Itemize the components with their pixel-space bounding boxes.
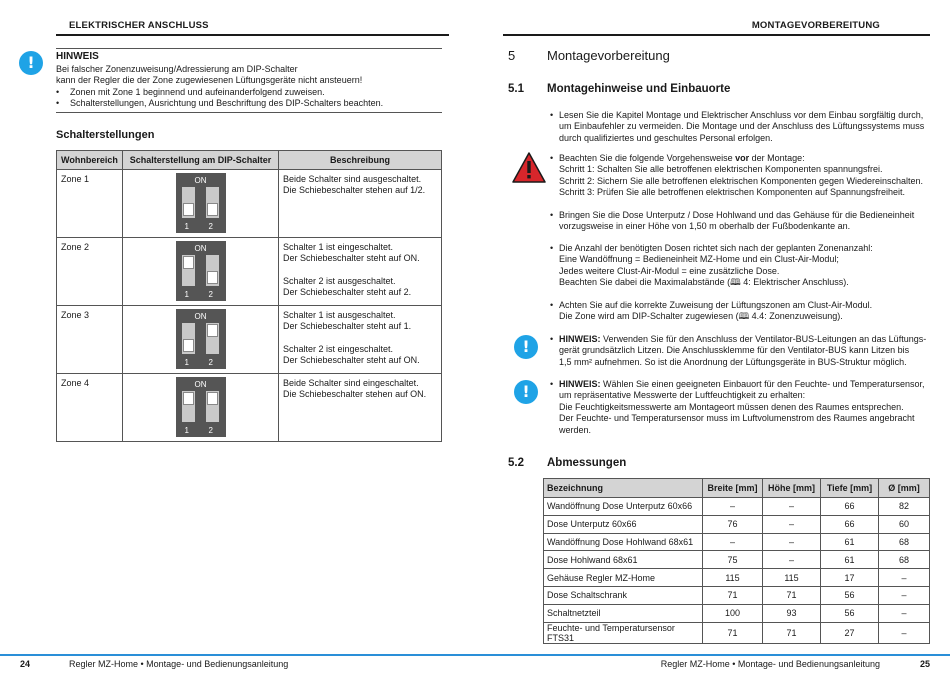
text-line: um Einbaufehler zu vermeiden. Die Montage und der Anschluss des Lüftungssystems muss bbox=[559, 121, 925, 132]
paragraph bbox=[550, 379, 930, 436]
table-cell: – bbox=[763, 498, 821, 516]
description-cell bbox=[279, 238, 442, 306]
table-cell: 75 bbox=[703, 551, 763, 569]
table-row bbox=[544, 498, 930, 516]
description-cell bbox=[279, 306, 442, 374]
table-header: Höhe [mm] bbox=[763, 479, 821, 498]
text-line: Schritt 3: Prüfen Sie alle betroffenen elektrischen Komponenten auf Spannungsfreiheit. bbox=[559, 187, 906, 198]
switch-number: 1 bbox=[184, 221, 189, 231]
switch-number: 2 bbox=[208, 357, 213, 367]
description-line: Schalter 1 ist ausgeschaltet. bbox=[283, 310, 396, 320]
switch-number: 1 bbox=[184, 289, 189, 299]
description-line: Der Schiebeschalter steht auf 1. bbox=[283, 321, 412, 332]
hinweis-bullet: • Zonen mit Zone 1 beginnend und aufeinanderfolgend zuweisen. bbox=[56, 87, 442, 99]
zone-cell: Zone 2 bbox=[57, 238, 123, 306]
text-span: Beachten Sie die folgende Vorgehensweise bbox=[559, 153, 736, 163]
switch-number: 1 bbox=[184, 357, 189, 367]
section-title: Abmessungen bbox=[547, 457, 627, 469]
info-icon: ! bbox=[19, 51, 43, 75]
text-line: vorzugsweise in einer Höhe von 1,50 m oberhalb der Fußbodenkante an. bbox=[559, 221, 851, 232]
table-cell: 60 bbox=[879, 515, 930, 533]
table-cell: 100 bbox=[703, 604, 763, 622]
description-cell bbox=[279, 374, 442, 442]
bullet-line: • Die Anzahl der benötigten Dosen richtet sich nach der geplanten Zonenanzahl: bbox=[550, 243, 930, 254]
chapter-title: Montagevorbereitung bbox=[547, 48, 670, 63]
description-cell bbox=[279, 170, 442, 238]
description-line: Die Schiebeschalter stehen auf ON. bbox=[283, 389, 427, 400]
description-line bbox=[283, 265, 437, 276]
bullet-line: • Bringen Sie die Dose Unterputz / Dose Hohlwand und das Gehäuse für die Bedieneinheit bbox=[550, 210, 930, 221]
paragraph bbox=[550, 243, 930, 289]
hinweis-title: HINWEIS bbox=[56, 51, 99, 62]
switch-cell bbox=[123, 170, 279, 238]
dip-switch bbox=[176, 241, 226, 301]
table-header: Breite [mm] bbox=[703, 479, 763, 498]
switch-knob bbox=[183, 256, 194, 269]
table-row bbox=[57, 170, 442, 238]
table-cell: 115 bbox=[763, 569, 821, 587]
table-cell: Wandöffnung Dose Hohlwand 68x61 bbox=[544, 533, 703, 551]
text-line: Der Feuchte- und Temperatursensor muss im Luftvolumenstrom des Raumes angebracht bbox=[559, 413, 915, 424]
table-cell: 66 bbox=[821, 515, 879, 533]
table-cell: Gehäuse Regler MZ-Home bbox=[544, 569, 703, 587]
switch-on-label: ON bbox=[194, 244, 207, 253]
table-cell: 71 bbox=[703, 622, 763, 643]
table-cell: 68 bbox=[879, 551, 930, 569]
switch-slot bbox=[206, 391, 219, 422]
hinweis-bullet: • Schalterstellungen, Ausrichtung und Beschriftung des DIP-Schalters beachten. bbox=[56, 98, 442, 110]
table-header: Beschreibung bbox=[279, 151, 442, 170]
paragraph bbox=[550, 110, 930, 144]
text-line: Schritt 2: Sichern Sie alle betroffenen elektrischen Komponenten gegen Wiedereinschalten. bbox=[559, 175, 924, 186]
switch-cell bbox=[123, 306, 279, 374]
right-footer-rule bbox=[475, 654, 950, 656]
table-row bbox=[544, 569, 930, 587]
table-cell: 17 bbox=[821, 569, 879, 587]
switch-slot bbox=[182, 391, 195, 422]
switch-knob bbox=[207, 392, 218, 405]
switch-cell bbox=[123, 238, 279, 306]
table-cell: Dose Unterputz 60x66 bbox=[544, 515, 703, 533]
table-cell: – bbox=[879, 586, 930, 604]
left-header-rule bbox=[56, 34, 449, 36]
table-cell: – bbox=[879, 604, 930, 622]
bold-span: vor bbox=[735, 153, 750, 163]
zone-cell: Zone 3 bbox=[57, 306, 123, 374]
paragraph bbox=[550, 300, 930, 323]
table-cell: – bbox=[703, 498, 763, 516]
switch-knob bbox=[207, 203, 218, 216]
text-line: durch qualifiziertes und geschultes Personal erfolgen. bbox=[559, 132, 773, 143]
table-cell: 68 bbox=[879, 533, 930, 551]
switch-knob bbox=[183, 203, 194, 216]
description-line: Die Schiebeschalter stehen auf 1/2. bbox=[283, 185, 426, 196]
table-header: Wohnbereich bbox=[57, 151, 123, 170]
switch-on-label: ON bbox=[194, 312, 207, 321]
bullet-line: • Lesen Sie die Kapitel Montage und Elektrischer Anschluss vor dem Einbau sorgfältig durch, bbox=[550, 110, 930, 121]
table-cell: – bbox=[763, 533, 821, 551]
left-footer-rule bbox=[0, 654, 475, 656]
table-row bbox=[544, 515, 930, 533]
table-row bbox=[544, 622, 930, 643]
bullet-line bbox=[550, 379, 930, 390]
text-line: gerät grundsätzlich Litzen. Die Anschlussklemme für den Ventilator-BUS kann Litzen bis bbox=[559, 345, 910, 356]
table-cell: 56 bbox=[821, 586, 879, 604]
switch-slot bbox=[182, 187, 195, 218]
switch-knob bbox=[183, 392, 194, 405]
text-span: Verwenden Sie für den Anschluss der Ventilator-BUS-Leitungen an das Lüftungs- bbox=[600, 334, 927, 344]
table-header: Schalterstellung am DIP-Schalter bbox=[123, 151, 279, 170]
switch-number: 1 bbox=[184, 425, 189, 435]
zone-cell: Zone 4 bbox=[57, 374, 123, 442]
left-page-header: ELEKTRISCHER ANSCHLUSS bbox=[69, 20, 209, 31]
table-header: Bezeichnung bbox=[544, 479, 703, 498]
table-cell: Schaltnetzteil bbox=[544, 604, 703, 622]
description-line: Schalter 1 ist eingeschaltet. bbox=[283, 242, 394, 252]
paragraph bbox=[550, 210, 930, 233]
hinweis-bottom-rule bbox=[56, 112, 442, 113]
left-footer-text: Regler MZ-Home • Montage- und Bedienungsanleitung bbox=[69, 659, 289, 669]
description-line bbox=[283, 333, 437, 344]
table-cell: 56 bbox=[821, 604, 879, 622]
table-row bbox=[544, 586, 930, 604]
switch-knob bbox=[183, 339, 194, 352]
switch-on-label: ON bbox=[194, 380, 207, 389]
text-line: Eine Wandöffnung = Bedieneinheit MZ-Home und ein Clust-Air-Modul; bbox=[559, 254, 839, 265]
dip-switch bbox=[176, 173, 226, 233]
table-cell: 27 bbox=[821, 622, 879, 643]
bold-span: HINWEIS: bbox=[559, 334, 601, 344]
left-page-number: 24 bbox=[20, 659, 31, 669]
table-cell: 61 bbox=[821, 551, 879, 569]
table-cell: – bbox=[703, 533, 763, 551]
right-page-number: 25 bbox=[919, 659, 930, 669]
table-row bbox=[544, 551, 930, 569]
text-line: Die Zone wird am DIP-Schalter zugewiesen (🕮 4.4: Zonenzuweisung). bbox=[559, 311, 843, 322]
table-cell: 93 bbox=[763, 604, 821, 622]
section-title: Schalterstellungen bbox=[56, 129, 155, 141]
table-row bbox=[57, 306, 442, 374]
text-span: der Montage: bbox=[749, 153, 805, 163]
paragraph bbox=[550, 334, 930, 368]
switch-slot bbox=[182, 323, 195, 354]
hinweis-box bbox=[56, 51, 442, 110]
switch-knob bbox=[207, 324, 218, 337]
text-line: 1,5 mm² aufnehmen. So ist die Anordnung der Lüftungsgeräte in BUS-Struktur möglich. bbox=[559, 356, 907, 367]
section-number: 5.2 bbox=[508, 457, 524, 469]
table-row bbox=[57, 374, 442, 442]
bullet-line bbox=[550, 334, 930, 345]
table-cell: Feuchte- und Temperatursensor FTS31 bbox=[544, 622, 703, 643]
table-cell: 76 bbox=[703, 515, 763, 533]
table-cell: – bbox=[879, 569, 930, 587]
section-number: 5.1 bbox=[508, 83, 524, 95]
switch-number: 2 bbox=[208, 425, 213, 435]
bold-span: HINWEIS: bbox=[559, 379, 601, 389]
text-span: Wählen Sie einen geeigneten Einbauort für den Feuchte- und Temperatursensor, bbox=[600, 379, 925, 389]
text-line: werden. bbox=[559, 424, 592, 435]
bullet-line: • Achten Sie auf die korrekte Zuweisung der Lüftungszonen am Clust-Air-Modul. bbox=[550, 300, 930, 311]
switch-cell bbox=[123, 374, 279, 442]
description-line: Der Schiebeschalter steht auf 2. bbox=[283, 287, 412, 298]
table-cell: 66 bbox=[821, 498, 879, 516]
switch-slot bbox=[206, 255, 219, 286]
table-cell: – bbox=[763, 515, 821, 533]
switch-slot bbox=[182, 255, 195, 286]
switch-knob bbox=[207, 271, 218, 284]
right-footer-text: Regler MZ-Home • Montage- und Bedienungsanleitung bbox=[660, 659, 880, 669]
hinweis-line: kann der Regler die der Zone zugewiesenen Lüftungsgeräte nicht ansteuern! bbox=[56, 75, 363, 86]
switch-slot bbox=[206, 187, 219, 218]
switch-number: 2 bbox=[208, 289, 213, 299]
hinweis-top-rule bbox=[56, 48, 442, 49]
dip-switch bbox=[176, 309, 226, 369]
table-cell: 71 bbox=[703, 586, 763, 604]
bullet-line bbox=[550, 153, 930, 164]
description-line: Der Schiebeschalter steht auf ON. bbox=[283, 355, 420, 366]
description-line: Schalter 2 ist eingeschaltet. bbox=[283, 343, 394, 354]
table-cell: 115 bbox=[703, 569, 763, 587]
section-title: Montagehinweise und Einbauorte bbox=[547, 83, 731, 95]
zone-cell: Zone 1 bbox=[57, 170, 123, 238]
table-cell: Dose Schaltschrank bbox=[544, 586, 703, 604]
table-cell: Dose Hohlwand 68x61 bbox=[544, 551, 703, 569]
info-icon: ! bbox=[514, 380, 538, 404]
dip-switch bbox=[176, 377, 226, 437]
table-cell: – bbox=[879, 622, 930, 643]
table-cell: 71 bbox=[763, 586, 821, 604]
table-cell: Wandöffnung Dose Unterputz 60x66 bbox=[544, 498, 703, 516]
table-row bbox=[544, 604, 930, 622]
paragraph bbox=[550, 153, 930, 199]
info-icon: ! bbox=[514, 335, 538, 359]
description-line: Der Schiebeschalter steht auf ON. bbox=[283, 253, 420, 264]
text-line: Schritt 1: Schalten Sie alle betroffenen elektrischen Komponenten spannungsfrei. bbox=[559, 164, 883, 175]
description-line: Beide Schalter sind ausgeschaltet. bbox=[283, 174, 422, 184]
description-line: Beide Schalter sind eingeschaltet. bbox=[283, 378, 419, 388]
table-cell: 61 bbox=[821, 533, 879, 551]
table-cell: 71 bbox=[763, 622, 821, 643]
warning-icon bbox=[512, 152, 546, 183]
table-header: Tiefe [mm] bbox=[821, 479, 879, 498]
chapter-number: 5 bbox=[508, 48, 516, 63]
right-page-header: MONTAGEVORBEREITUNG bbox=[751, 20, 880, 31]
text-line: um repräsentative Messwerte der Luftfeuchtigkeit zu erhalten: bbox=[559, 390, 806, 401]
table-row bbox=[544, 533, 930, 551]
right-header-rule bbox=[503, 34, 930, 36]
description-line: Schalter 2 ist ausgeschaltet. bbox=[283, 275, 396, 286]
switch-number: 2 bbox=[208, 221, 213, 231]
table-cell: 82 bbox=[879, 498, 930, 516]
table-header: Ø [mm] bbox=[879, 479, 930, 498]
table-row bbox=[57, 238, 442, 306]
dip-switch-table bbox=[56, 150, 442, 442]
switch-slot bbox=[206, 323, 219, 354]
switch-on-label: ON bbox=[194, 176, 207, 185]
text-line: Jedes weitere Clust-Air-Modul = eine zusätzliche Dose. bbox=[559, 265, 780, 276]
text-line: Beachten Sie dabei die Maximalabstände (🕮 4: Elektrischer Anschluss). bbox=[559, 277, 849, 288]
text-line: Die Feuchtigkeitsmesswerte am Montageort müssen denen des Raumes entsprechen. bbox=[559, 401, 904, 412]
table-cell: – bbox=[763, 551, 821, 569]
dimensions-table bbox=[543, 478, 930, 644]
hinweis-line: Bei falscher Zonenzuweisung/Adressierung am DIP-Schalter bbox=[56, 63, 298, 74]
